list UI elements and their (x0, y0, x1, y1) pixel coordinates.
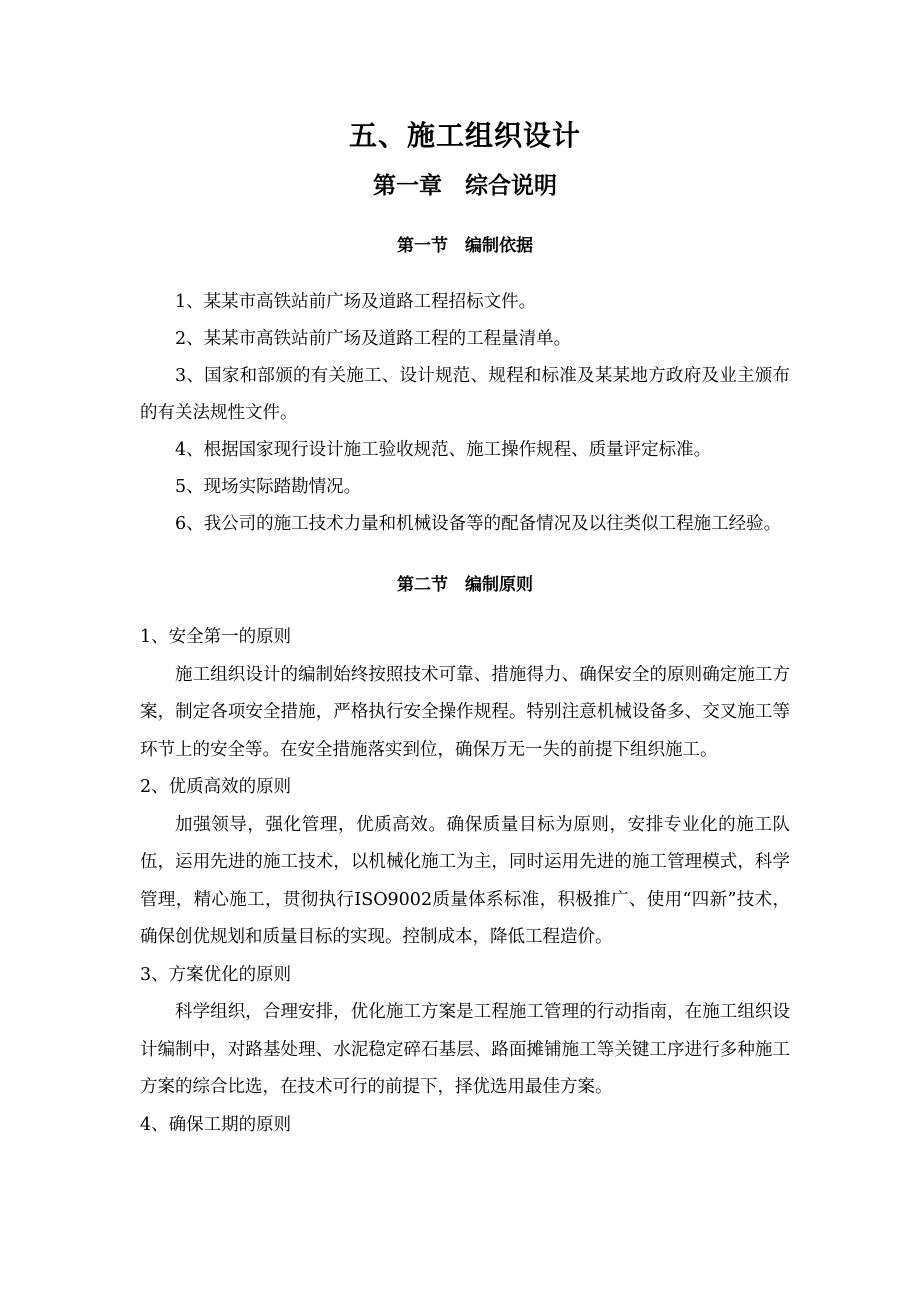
principle-body: 加强领导，强化管理，优质高效。确保质量目标为原则，安排专业化的施工队伍，运用先进的施工技术，以机械化施工为主，同时运用先进的施工管理模式，科学管理，精心施工，贯彻执行ISO9002质量体系标准，积极推广、使用“四新”技术，确保创优规划和质量目标的实现。控制成本，降低工程造价。 (140, 814, 790, 947)
list-item: 2、某某市高铁站前广场及道路工程的工程量清单。 (175, 329, 572, 349)
list-item: 4、根据国家现行设计施工验收规范、施工操作规程、质量评定标准。 (175, 440, 712, 460)
section-1-list (140, 284, 790, 543)
section-1-title: 第一节 编制依据 (397, 236, 533, 256)
section-2-principles (140, 619, 790, 1144)
principle-heading: 1、安全第一的原则 (140, 627, 292, 647)
list-item: 1、某某市高铁站前广场及道路工程招标文件。 (175, 292, 537, 312)
principle-body: 科学组织，合理安排，优化施工方案是工程施工管理的行动指南，在施工组织设计编制中，对路基处理、水泥稳定碎石基层、路面摊铺施工等关键工序进行多种施工方案的综合比选，在技术可行的前提下，择优选用最佳方案。 (140, 1002, 790, 1097)
list-item: 6、我公司的施工技术力量和机械设备等的配备情况及以往类似工程施工经验。 (175, 514, 782, 534)
principle-body: 施工组织设计的编制始终按照技术可靠、措施得力、确保安全的原则确定施工方案，制定各项安全措施，严格执行安全操作规程。特别注意机械设备多、交叉施工等环节上的安全等。在安全措施落实到位，确保万无一失的前提下组织施工。 (140, 664, 790, 760)
principle-heading: 4、确保工期的原则 (140, 1114, 292, 1135)
list-item: 5、现场实际踏勘情况。 (175, 477, 362, 497)
section-2-title: 第二节 编制原则 (397, 575, 533, 595)
chapter-title: 第一章 综合说明 (373, 172, 557, 199)
document-title: 五、施工组织设计 (348, 119, 581, 152)
list-item: 3、国家和部颁的有关施工、设计规范、规程和标准及某某地方政府及业主颁布的有关法规性文件。 (140, 366, 790, 423)
principle-heading: 2、优质高效的原则 (140, 777, 292, 797)
principle-heading: 3、方案优化的原则 (140, 964, 292, 985)
